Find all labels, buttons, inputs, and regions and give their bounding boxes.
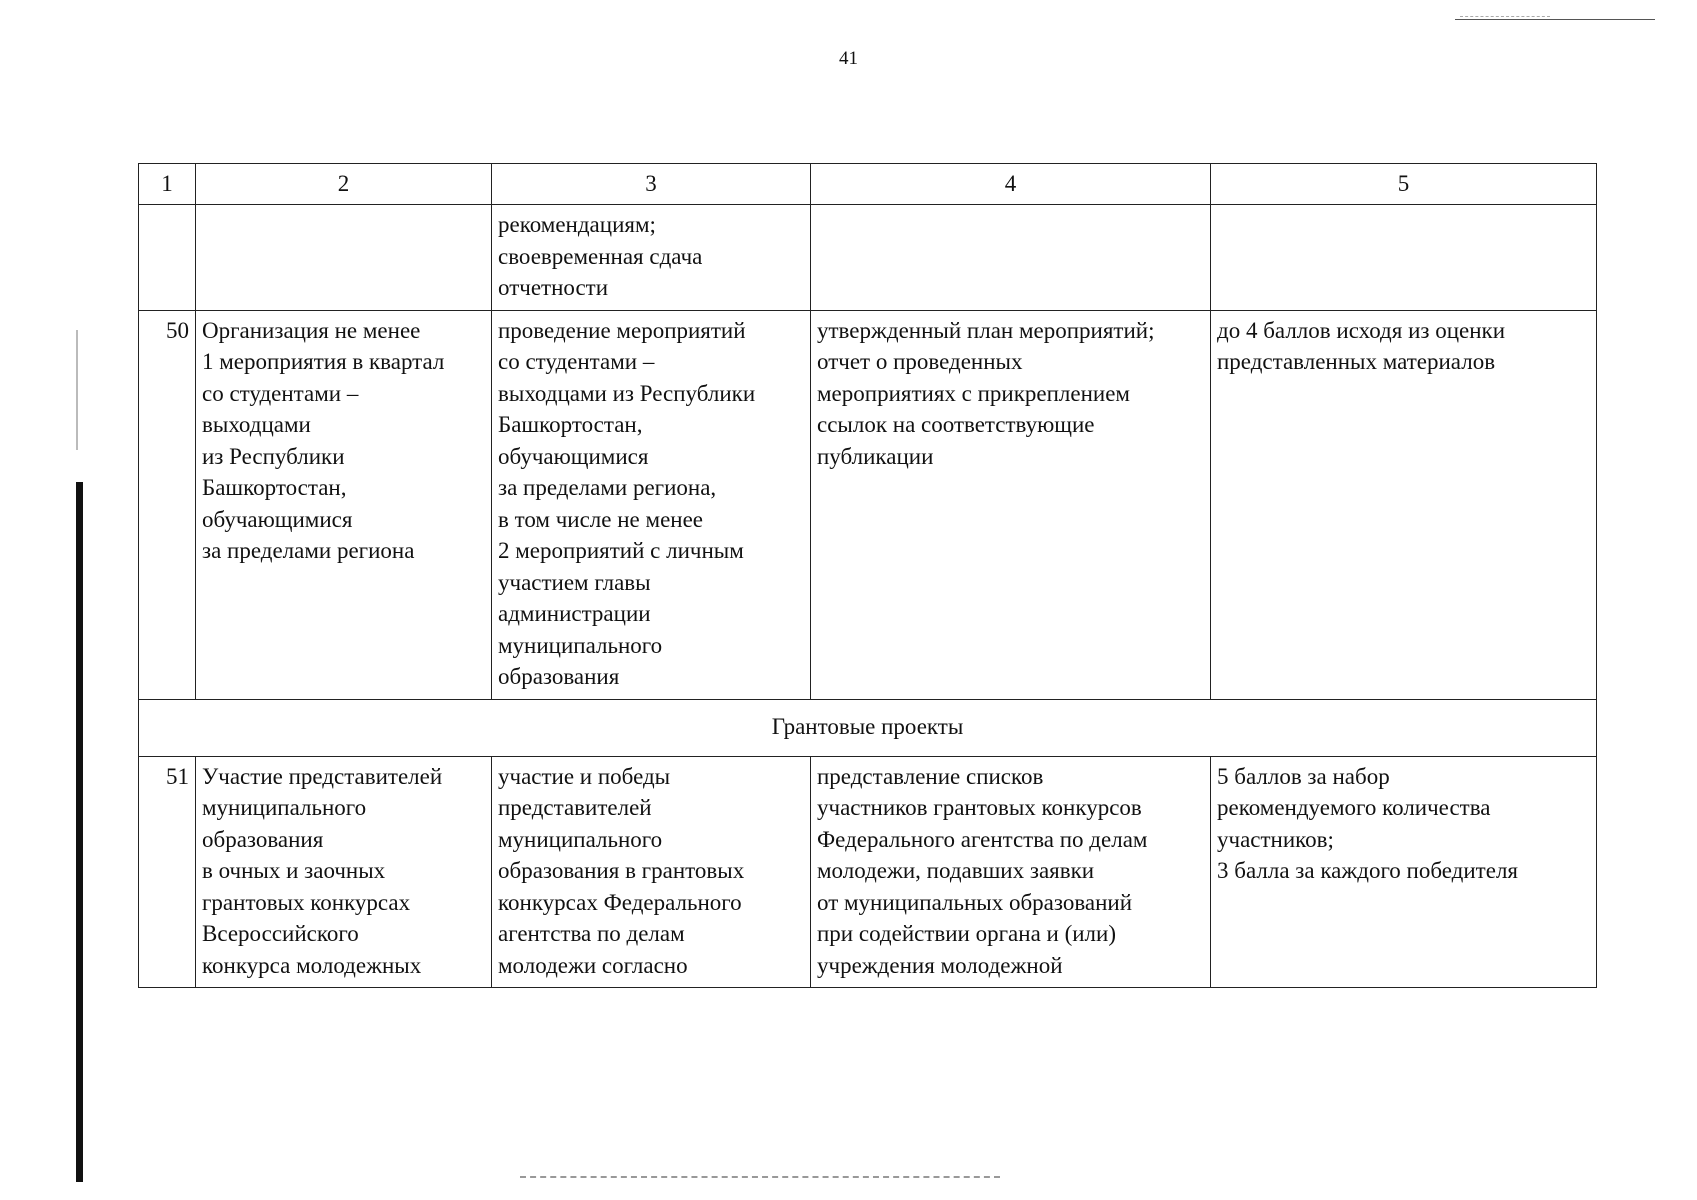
documents-text: представление списков участников грантовых конкурсов Федерального агентства по делам молодежи, подавших заявки от муниципальных образований при содействии органа и (или) учреждения молодежной [817, 763, 1148, 978]
documents-cell [811, 310, 1211, 699]
scan-artifact-top-dots [1460, 16, 1550, 18]
indicator-cell [196, 310, 492, 699]
criteria-cell [492, 205, 811, 311]
criteria-text: участие и победы представителей муниципального образования в грантовых конкурсах Федерального агентства по делам молодежи согласно [498, 763, 745, 978]
header-cell-5: 5 [1211, 164, 1597, 205]
table-row-50 [139, 310, 1597, 699]
scan-binding-mark [76, 330, 78, 450]
score-cell [1211, 756, 1597, 988]
criteria-table [138, 163, 1597, 988]
score-text: до 4 баллов исходя из оценки представленных материалов [1217, 317, 1506, 374]
indicator-text: Участие представителей муниципального образования в очных и заочных грантовых конкурсах Всероссийского конкурса молодежных [202, 763, 443, 978]
scan-artifact-top-line [1455, 19, 1655, 20]
table-row-continuation [139, 205, 1597, 311]
documents-cell [811, 756, 1211, 988]
row-number-cell [139, 205, 196, 311]
indicator-text: Организация не менее 1 мероприятия в квартал со студентами – выходцами из Республики Башкортостан, обучающимися за пределами региона [202, 317, 445, 563]
indicator-cell [196, 756, 492, 988]
scan-binding-bar [76, 482, 83, 1182]
documents-cell [811, 205, 1211, 311]
row-number-cell: 50 [139, 310, 196, 699]
indicator-cell [196, 205, 492, 311]
table-header-row [139, 164, 1597, 205]
criteria-text: проведение мероприятий со студентами – выходцами из Республики Башкортостан, обучающимися за пределами региона, в том числе не менее 2 мероприятий с личным участием главы администрации муниципального образования [498, 317, 756, 689]
scan-artifact-bottom-line [520, 1176, 1000, 1179]
header-cell-2: 2 [196, 164, 492, 205]
header-cell-3: 3 [492, 164, 811, 205]
table-section-row [139, 699, 1597, 756]
section-title: Грантовые проекты [139, 699, 1597, 756]
score-cell [1211, 310, 1597, 699]
header-cell-4: 4 [811, 164, 1211, 205]
score-cell [1211, 205, 1597, 311]
row-number-cell: 51 [139, 756, 196, 988]
criteria-cell [492, 310, 811, 699]
documents-text: утвержденный план мероприятий; отчет о проведенных мероприятиях с прикреплением ссылок на соответствующие публикации [817, 317, 1155, 469]
page-number: 41 [839, 48, 858, 69]
criteria-cell [492, 756, 811, 988]
score-text: 5 баллов за набор рекомендуемого количества участников; 3 балла за каждого победителя [1217, 763, 1518, 883]
criteria-text: рекомендациям; своевременная сдача отчетности [498, 212, 703, 300]
header-cell-1: 1 [139, 164, 196, 205]
table-row-51 [139, 756, 1597, 988]
